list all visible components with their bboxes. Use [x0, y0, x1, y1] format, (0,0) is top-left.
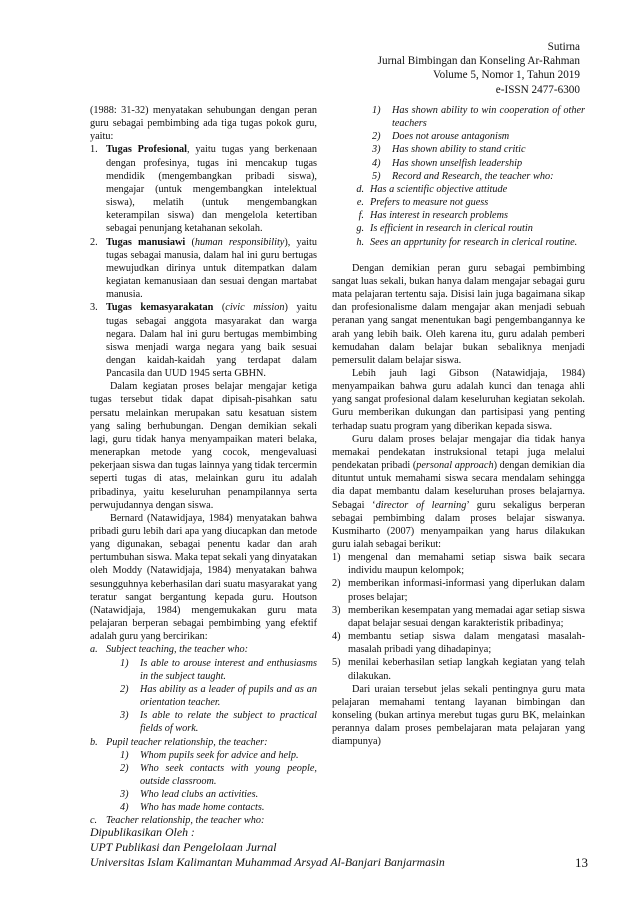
criteria-item: 1) Has shown ability to win cooperation of other teachers — [372, 105, 585, 130]
criteria-item: 5) Record and Research, the teacher who: — [372, 170, 554, 182]
criteria-heading: c. Teacher relationship, the teacher who: — [90, 815, 265, 827]
footer-university: Universitas Islam Kalimantan Muhammad Arsyad Al-Banjari Banjarmasin — [90, 855, 445, 870]
body-paragraph: Guru dalam proses belajar mengajar dia tidak hanya memakai pendekatan instruksional tetapi juga melalui pendekatan pribadi (personal approach) dengan demikian dia dituntut untuk memahami siswa secara mendalam sehingga dia dapat membantu dalam keseluruhan proses belajarnya. Sebagai ‘director of learning’ guru sekaligus berperan sebagai pembimbing dalam proses belajar siswanya. Kusmiharto (2007) menyampaikan yang harus dilakukan guru ialah sebagai berikut: — [332, 433, 585, 550]
criteria-letter-item: d. Has a scientific objective attitude — [356, 183, 508, 195]
criteria-item: 3) Has shown ability to stand critic — [372, 144, 526, 156]
criteria-item: 3) Who lead clubs an activities. — [120, 789, 259, 801]
list-item: 1) mengenal dan memahami setiap siswa baik secara individu maupun kelompok; — [332, 552, 585, 577]
body-paragraph: Dari uraian tersebut jelas sekali pentingnya guru mata pelajaran memahami tentang layanan bimbingan dan konseling (bukan artinya merebut tugas guru BK, melainkan perannya dalam proses pembelajaran mata pelajaran yang diampunya) — [332, 683, 585, 748]
body-paragraph: Bernard (Natawidjaya, 1984) menyatakan bahwa pribadi guru lebih dari apa yang diucapkan dan metode yang digunakan, sebagai penentu kadar dan arah pertumbuhan siswa. Maka tepat sekali yang dinyatakan oleh Moddy (Natawidjaja, 1984) menyatakan bahwa sesungguhnya keberhasilan dari suatu masyarakat yang teratur sangat bergantung kepada guru. Houtson (Natawidjaja, 1984) mengemukakan guru mata pelajaran berperan sebagai pembimbing yang efektif adalah guru yang bercirikan: — [90, 512, 317, 643]
criteria-letter-item: g. Is efficient in research in clerical routin — [356, 223, 533, 235]
criteria-item: 1) Is able to arouse interest and enthusiasms in the subject taught. — [120, 657, 317, 682]
list-item: 2) memberikan informasi-informasi yang diperlukan dalam proses belajar; — [332, 578, 585, 603]
header-volume: Volume 5, Nomor 1, Tahun 2019 — [432, 69, 580, 82]
criteria-item: 2) Does not arouse antagonism — [372, 131, 510, 143]
duty-item: 1. Tugas Profesional, yaitu tugas yang berkenaan dengan profesinya, tugas ini mencakup tugas mendidik (mengembangkan pribadi siswa), mengajar (untuk mengembangkan intelektual siswa), melatih (untuk mengembangkan keterampilan siswa) dan mengelola ketertiban sebagai penunjang ketahanan sekolah. — [90, 144, 317, 235]
right-column — [332, 104, 585, 749]
criteria-item: 1) Whom pupils seek for advice and help. — [120, 749, 299, 761]
header-journal: Jurnal Bimbingan dan Konseling Ar-Rahman — [377, 55, 580, 68]
page-number: 13 — [575, 855, 588, 871]
duty-item: 2. Tugas manusiawi (human responsibility), yaitu tugas sebagai manusia, dalam hal ini guru bertugas mewujudkan dirinya untuk ditempatkan dalam kegiatan kemanusiaan dan sesuai dengan martabat manusia. — [90, 236, 317, 301]
criteria-letter-item: h. Sees an apprtunity for research in clerical routine. — [356, 236, 578, 248]
left-column — [90, 104, 317, 828]
body-paragraph: Lebih jauh lagi Gibson (Natawidjaja, 1984) menyampaikan bahwa guru adalah kunci dan tenaga ahli yang sangat profesional dalam keseluruhan kegiatan sekolah. Guru memberikan dukungan dan partisipasi yang penting terhadap suatu program yang diberikan kepada siswa. — [332, 367, 585, 432]
running-header — [378, 40, 580, 97]
page-footer — [90, 825, 588, 871]
criteria-item: 3) Is able to relate the subject to practical fields of work. — [120, 710, 317, 735]
criteria-heading: b. Pupil teacher relationship, the teacher: — [90, 736, 268, 748]
body-paragraph: Dengan demikian peran guru sebagai pembimbing sangat luas sekali, bukan hanya dalam mengajar sebagai guru mata pelajaran tertentu saja. Disisi lain juga bagaimana sikap dan profesionalisme dalam mengajar akan menjadi sebuah peranan yang sangat menentukan bagi pengembangannya ke arah yang lebih baik. Oleh karena itu, guru adalah pemberi kemudahan dalam belajar bukan sebaliknya menjadi pemersulit dalam belajar siswa. — [332, 262, 585, 366]
footer-unit: UPT Publikasi dan Pengelolaan Jurnal — [90, 840, 277, 855]
criteria-item: 4) Has shown unselfish leadership — [372, 157, 523, 169]
criteria-item: 2) Has ability as a leader of pupils and as an orientation teacher. — [120, 683, 317, 709]
body-paragraph: Dalam kegiatan proses belajar mengajar ketiga tugas tersebut tidak dapat dipisah-pisahkan satu persatu melainkan merupakan satu kesatuan sistem yang saling berhubungan. Dengan demikian sekali lagi, guru tidak hanya menyampaikan materi belaka, menerapkan metode yang cocok, mengevaluasi pekerjaan siswa dan tugas lainnya yang tidak tercermin seperti tugas di atas, melainkan guru itu adalah pribadinya, yaitu keseluruhan penampilannya serta perwujudannya dengan siswa. — [90, 381, 317, 511]
list-item: 4) membantu setiap siswa dalam mengatasi masalah-masalah pribadi yang dihadapinya; — [332, 631, 585, 656]
list-item: 5) menilai keberhasilan setiap langkah kegiatan yang telah dilakukan. — [332, 657, 585, 682]
list-item: 3) memberikan kesempatan yang memadai agar setiap siswa dapat belajar sesuai dengan karakteristik pribadinya; — [332, 604, 585, 629]
criteria-letter-item: e. Prefers to measure not guess — [356, 197, 489, 209]
footer-publisher-label: Dipublikasikan Oleh : — [90, 825, 195, 839]
header-issn: e-ISSN 2477-6300 — [495, 83, 580, 96]
criteria-item: 4) Who has made home contacts. — [120, 802, 265, 814]
criteria-letter-item: f. Has interest in research problems — [358, 210, 508, 222]
intro-paragraph: (1988: 31-32) menyatakan sehubungan dengan peran guru sebagai pembimbing ada tiga tugas pokok guru, yaitu: — [90, 105, 317, 143]
criteria-heading: a. Subject teaching, the teacher who: — [90, 644, 249, 656]
duty-item: 3. Tugas kemasyarakatan (civic mission) yaitu tugas sebagai anggota masyarakat dan warga negara. Dalam hal ini guru bertugas membimbing siswa menjadi warga negara yang baik sesuai dengan kaidah-kaidah yang terdapat dalam Pancasila dan UUD 1945 serta GBHN. — [90, 302, 317, 380]
header-author: Sutirna — [547, 41, 580, 53]
criteria-item: 2) Who seek contacts with young people, outside classroom. — [120, 762, 317, 787]
